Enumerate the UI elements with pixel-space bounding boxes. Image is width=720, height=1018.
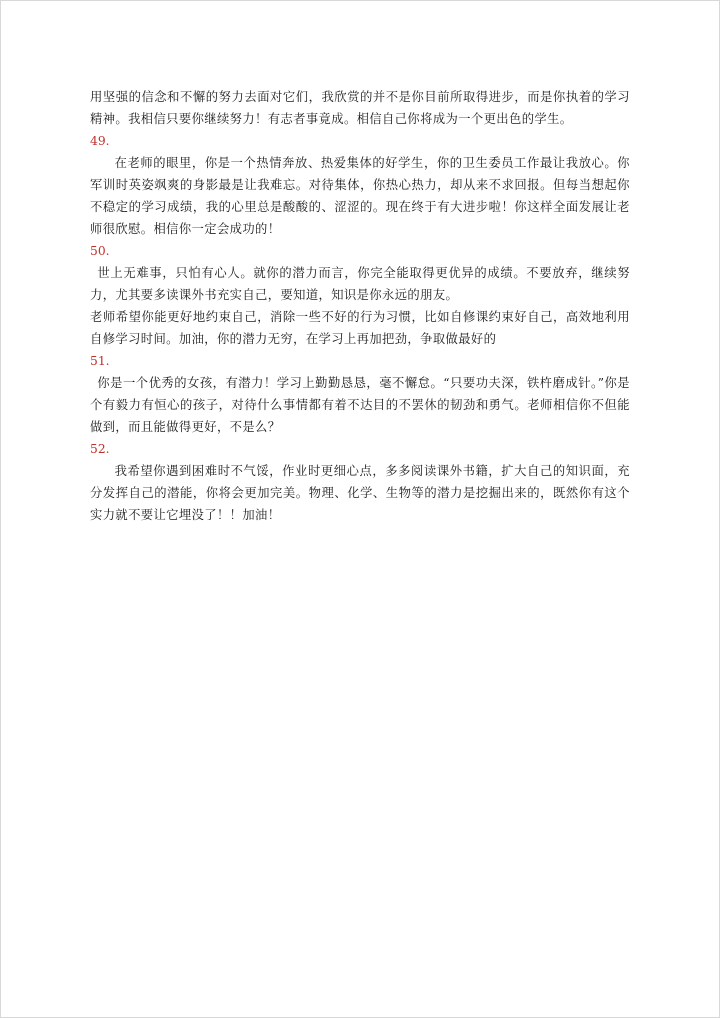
entry-number-50: 50. — [90, 244, 110, 258]
document-body — [90, 86, 630, 526]
entry-50-paragraph-1: 世上无难事，只怕有心人。就你的潜力而言，你完全能取得更优异的成绩。不要放弃，继续努力，尤其要多读课外书充实自己，要知道，知识是你永远的朋友。 — [90, 266, 630, 302]
entry-51-paragraph: 你是一个优秀的女孩，有潜力！学习上勤勤恳恳，毫不懈怠。“只要功夫深，铁杵磨成针。”你是个有毅力有恒心的孩子，对待什么事情都有着不达目的不罢休的韧劲和勇气。老师相信你不但能做到，而且能做得更好，不是么？ — [90, 376, 630, 434]
entry-number-49: 49. — [90, 134, 110, 148]
entry-49-paragraph: 在老师的眼里，你是一个热情奔放、热爱集体的好学生，你的卫生委员工作最让我放心。你军训时英姿飒爽的身影最是让我难忘。对待集体，你热心热力，却从来不求回报。但每当想起你不稳定的学习成绩，我的心里总是酸酸的、涩涩的。现在终于有大进步啦！你这样全面发展让老师很欣慰。相信你一定会成功的！ — [90, 156, 630, 236]
entry-number-51: 51. — [90, 354, 110, 368]
entry-50-paragraph-2: 老师希望你能更好地约束自己，消除一些不好的行为习惯，比如自修课约束好自己，高效地利用自修学习时间。加油，你的潜力无穷，在学习上再加把劲，争取做最好的 — [90, 310, 630, 346]
entry-52-paragraph: 我希望你遇到困难时不气馁，作业时更细心点，多多阅读课外书籍，扩大自己的知识面，充分发挥自己的潜能，你将会更加完美。物理、化学、生物等的潜力是挖掘出来的，既然你有这个实力就不要让它埋没了！！加油！ — [90, 464, 630, 522]
intro-paragraph: 用坚强的信念和不懈的努力去面对它们，我欣赏的并不是你目前所取得进步，而是你执着的学习精神。我相信只要你继续努力！有志者事竟成。相信自己你将成为一个更出色的学生。 — [90, 90, 630, 126]
entry-number-52: 52. — [90, 442, 110, 456]
